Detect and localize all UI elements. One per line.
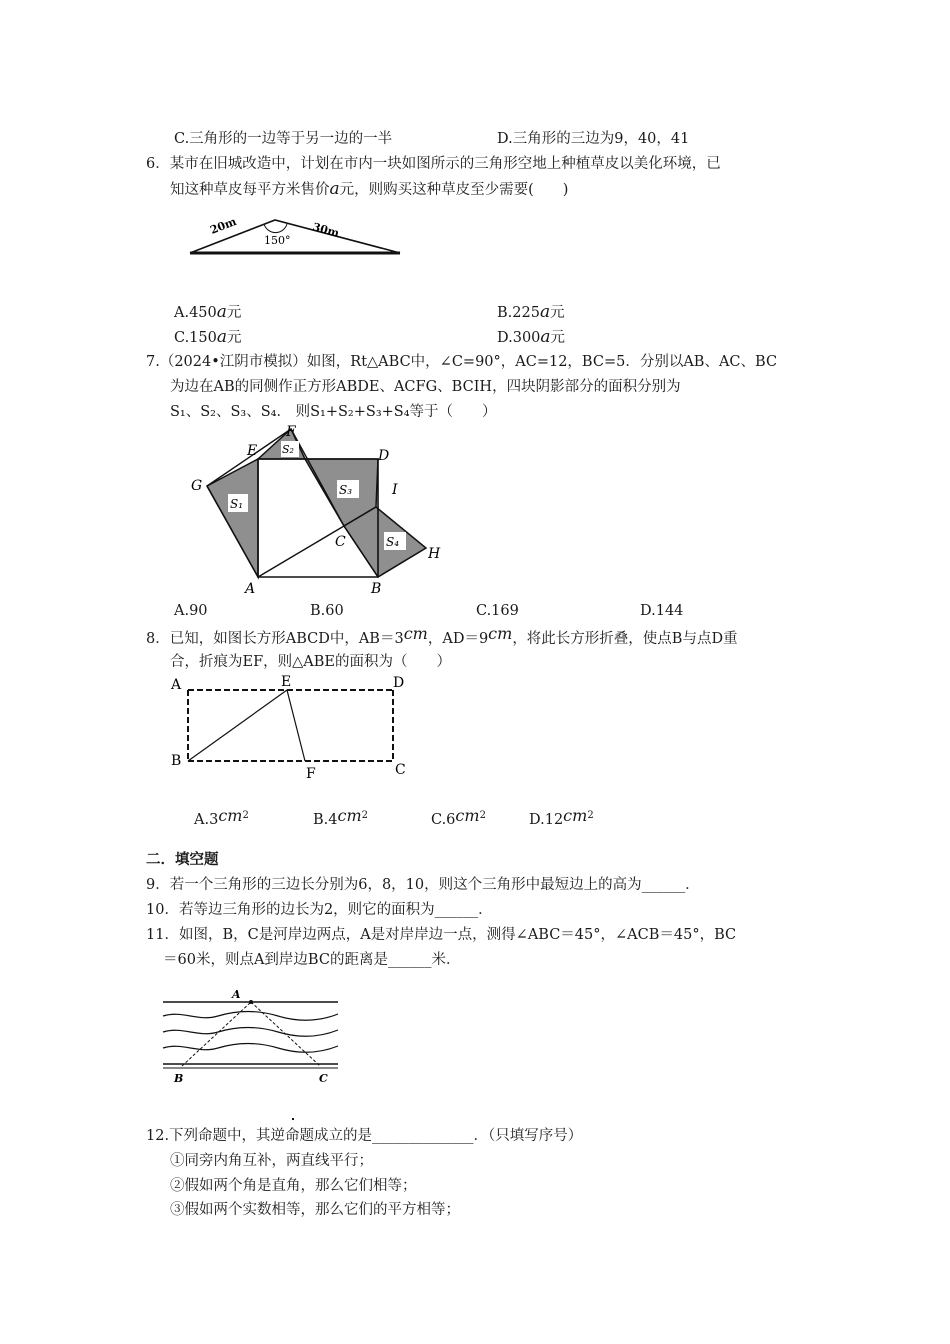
q8-option-c xyxy=(431,806,486,830)
q6-option-a-text: A.450 xyxy=(174,305,217,321)
q8-fold-ef xyxy=(287,690,305,761)
q7-squares-figure xyxy=(185,422,455,597)
q8-label-e: E xyxy=(281,674,292,690)
q7-s1-label: S₁ xyxy=(230,497,244,511)
q7-label-e: E xyxy=(247,443,258,459)
q12-item-2: ②假如两个角是直角，那么它们相等； xyxy=(170,1178,417,1194)
q6-option-b xyxy=(497,302,565,323)
q7-s2-label: S₂ xyxy=(282,443,294,456)
q8-segment-be xyxy=(188,690,287,761)
q8-option-d-text: D.12 xyxy=(529,811,564,828)
q6-text-line2-b: 元，则购买这种草皮至少需要( ) xyxy=(339,182,569,198)
q11-segment-ac xyxy=(251,1002,320,1066)
q8-option-a xyxy=(194,806,249,830)
q8-label-f: F xyxy=(306,766,316,782)
q7-label-c: C xyxy=(335,534,346,550)
q7-label-a: A xyxy=(245,581,256,597)
q7-option-a: A.90 xyxy=(174,603,208,619)
q8-text-line2: 合，折痕为EF，则△ABE的面积为（ ） xyxy=(170,654,452,670)
q12-item-1: ①同旁内角互补，两直线平行； xyxy=(170,1153,373,1169)
q11-river-figure xyxy=(158,986,343,1086)
q8-option-b xyxy=(313,806,368,830)
q6-text-line1: 6．某市在旧城改造中，计划在市内一块如图所示的三角形空地上种植草皮以美化环境，已 xyxy=(146,156,721,172)
q6-left-side-label: 20m xyxy=(208,215,239,237)
q6-option-b-text: B.225 xyxy=(497,305,540,321)
q7-label-i: I xyxy=(392,482,398,498)
q11-label-a: A xyxy=(232,988,241,1001)
q7-label-h: H xyxy=(428,546,441,562)
q7-segment-ac xyxy=(258,526,344,577)
q8-option-a-unit: cm xyxy=(218,805,243,825)
q11-wave-2 xyxy=(163,1028,338,1037)
q12-emphasis-dot xyxy=(292,1118,294,1120)
q8-text-line1-a: 8．已知，如图长方形ABCD中，AB＝3 xyxy=(146,631,404,647)
q7-label-g: G xyxy=(191,478,203,494)
q6-option-a xyxy=(174,302,241,323)
q6-option-d-var: a xyxy=(540,327,551,347)
q6-option-a-unit: 元 xyxy=(226,305,242,321)
q8-option-d-unit: cm xyxy=(563,805,588,825)
q6-option-c-unit: 元 xyxy=(227,330,242,346)
q6-text-line2 xyxy=(170,179,568,200)
q11-wave-1 xyxy=(163,1012,338,1021)
q8-option-c-text: C.6 xyxy=(431,811,456,828)
q7-text-line1: 7.（2024•江阴市模拟）如图，Rt△ABC中，∠C=90°，AC=12，BC=5．分别以AB、AC、BC xyxy=(146,354,778,370)
q10-text: 10．若等边三角形的边长为2，则它的面积为______． xyxy=(146,902,493,918)
q6-option-c-text: C.150 xyxy=(174,330,217,346)
q11-text-line1: 11．如图，B，C是河岸边两点，A是对岸岸边一点，测得∠ABC＝45°，∠ACB＝45°，BC xyxy=(146,927,737,943)
q7-s3-label: S₃ xyxy=(339,483,353,497)
q8-unit-cm-2: cm xyxy=(488,624,513,643)
q8-option-c-sup: 2 xyxy=(479,810,486,821)
q7-s4-label: S₄ xyxy=(386,535,400,549)
q7-text-line2: 为边在AB的同侧作正方形ABDE、ACFG、BCIH，四块阴影部分的面积分别为 xyxy=(170,379,681,395)
q11-text-line2: ＝60米，则点A到岸边BC的距离是______米． xyxy=(163,952,461,968)
q11-point-a xyxy=(249,1000,253,1004)
q6-price-variable: a xyxy=(329,179,340,199)
q8-option-a-text: A.3 xyxy=(194,811,219,828)
q6-option-d-unit: 元 xyxy=(550,330,566,346)
q8-option-d xyxy=(529,806,594,830)
q5-option-d: D.三角形的三边为9，40，41 xyxy=(497,131,690,147)
q6-angle-label: 150° xyxy=(264,234,291,247)
q12-item-3: ③假如两个实数相等，那么它们的平方相等； xyxy=(170,1202,460,1218)
q6-text-line2-a: 知这种草皮每平方米售价 xyxy=(170,182,330,198)
q7-text-line3: S₁、S₂、S₃、S₄． 则S₁+S₂+S₃+S₄等于（ ） xyxy=(170,404,497,420)
q12-text-line1: 12.下列命题中，其逆命题成立的是______________．（只填写序号） xyxy=(146,1128,583,1144)
q8-option-c-unit: cm xyxy=(455,805,480,825)
q6-option-d-text: D.300 xyxy=(497,330,541,346)
q6-option-c xyxy=(174,327,242,348)
q8-rectangle-figure xyxy=(165,668,415,783)
q6-option-c-var: a xyxy=(216,327,228,347)
q6-angle-arc xyxy=(264,224,287,233)
q8-label-a: A xyxy=(171,677,182,693)
q8-option-b-text: B.4 xyxy=(313,811,338,828)
q8-label-d: D xyxy=(393,675,405,691)
q7-option-d: D.144 xyxy=(640,603,684,619)
q6-option-a-var: a xyxy=(216,302,227,322)
q7-region-s1 xyxy=(207,459,258,577)
q8-label-b: B xyxy=(171,753,182,769)
q8-option-d-sup: 2 xyxy=(587,810,594,821)
q8-option-a-sup: 2 xyxy=(242,810,249,821)
q7-label-d: D xyxy=(378,448,390,464)
q11-label-b: B xyxy=(174,1072,184,1085)
q8-label-c: C xyxy=(395,762,406,778)
q6-right-side-label: 30m xyxy=(311,220,341,240)
q6-option-d xyxy=(497,327,565,348)
q7-label-f: F xyxy=(286,424,296,440)
q8-option-b-unit: cm xyxy=(337,805,362,825)
q8-text-line1 xyxy=(146,624,738,649)
q8-option-b-sup: 2 xyxy=(361,810,369,821)
q7-option-b: B.60 xyxy=(310,603,344,619)
q9-text: 9．若一个三角形的三边长分别为6，8，10，则这个三角形中最短边上的高为______． xyxy=(146,877,700,893)
q6-option-b-var: a xyxy=(539,302,551,322)
q11-wave-3 xyxy=(163,1044,338,1053)
q6-triangle-figure xyxy=(180,210,410,265)
q8-text-line1-b: ，AD＝9 xyxy=(427,631,489,647)
q7-option-c: C.169 xyxy=(476,603,519,619)
q11-label-c: C xyxy=(319,1072,328,1085)
q8-text-line1-c: ，将此长方形折叠，使点B与点D重 xyxy=(512,631,738,647)
section-fill-in-heading: 二．填空题 xyxy=(146,852,219,868)
q8-unit-cm-1: cm xyxy=(403,624,428,643)
q5-option-c: C.三角形的一边等于另一边的一半 xyxy=(174,131,393,147)
q6-option-b-unit: 元 xyxy=(550,305,565,321)
q7-label-b: B xyxy=(371,581,382,597)
